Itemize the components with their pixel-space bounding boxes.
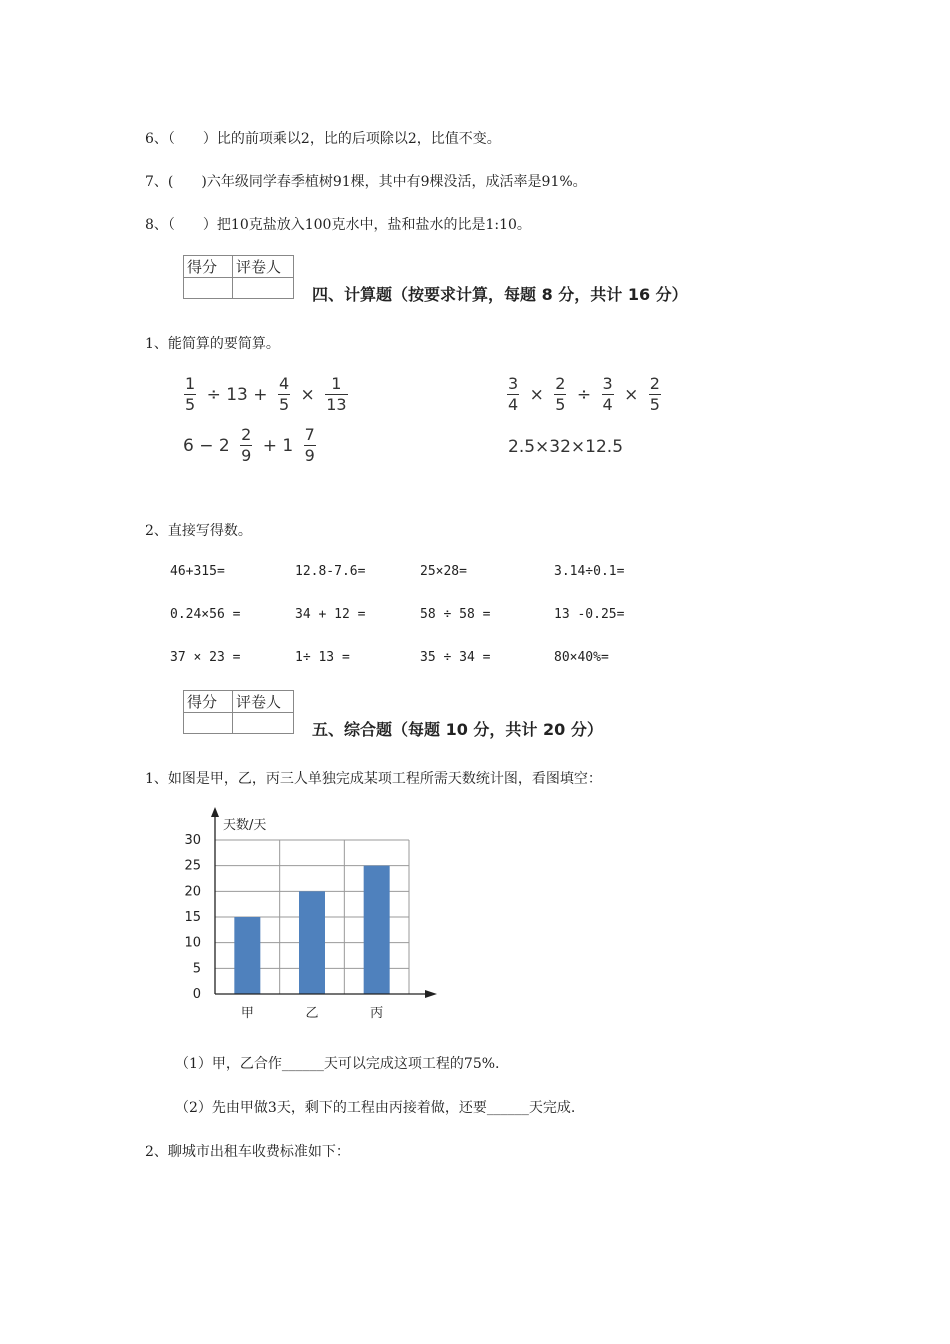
- bar-甲: [234, 917, 260, 994]
- section4-q2: 2、直接写得数。: [145, 523, 252, 539]
- expression-3: 6 − 2 $\frac{2}{9}$ + 1 $\frac{7}{9}$: [183, 425, 315, 465]
- direct-calc-r3c3: 35 ÷ 34 =: [420, 650, 491, 665]
- judge-item-7: 7、( )六年级同学春季植树91棵，其中有9棵没活，成活率是91%。: [145, 174, 587, 190]
- section4-q1: 1、能简算的要简算。: [145, 336, 280, 352]
- section5-q1: 1、如图是甲，乙，丙三人单独完成某项工程所需天数统计图，看图填空：: [145, 771, 602, 787]
- x-axis-arrow-icon: [425, 990, 437, 998]
- y-tick-label: 20: [184, 884, 201, 900]
- judge-item-6: 6、（ ）比的前项乘以2，比的后项除以2，比值不变。: [145, 131, 501, 147]
- grader-label: 评卷人: [233, 691, 294, 713]
- y-tick-label: 15: [184, 910, 201, 925]
- x-category-label: 丙: [370, 1006, 384, 1021]
- grader-label: 评卷人: [233, 256, 294, 278]
- fraction: $\frac{1}{13}$: [326, 374, 347, 414]
- direct-calc-r1c4: 3.14÷0.1=: [554, 564, 625, 579]
- fraction: $\frac{4}{5}$: [278, 374, 290, 414]
- y-tick-label: 0: [192, 987, 201, 1002]
- expression-4: 2.5×32×12.5: [508, 437, 624, 457]
- y-tick-label: 5: [192, 961, 201, 977]
- direct-calc-r2c3: 58 ÷ 58 =: [420, 607, 491, 622]
- bar-chart: [175, 805, 445, 1025]
- direct-calc-r3c2: 1÷ 13 =: [295, 650, 350, 665]
- section5-q2: 2、聊城市出租车收费标准如下：: [145, 1144, 350, 1160]
- direct-calc-r2c4: 13 -0.25=: [554, 607, 625, 622]
- y-tick-label: 10: [184, 935, 201, 951]
- direct-calc-r1c3: 25×28=: [420, 564, 467, 579]
- section5-sub2: （2）先由甲做3天，剩下的工程由丙接着做，还要______天完成.: [175, 1100, 576, 1116]
- score-table: [183, 690, 294, 734]
- direct-calc-r2c2: 34 + 12 =: [295, 607, 366, 622]
- direct-calc-r2c1: 0.24×56 =: [170, 607, 241, 622]
- score-table: [183, 255, 294, 299]
- x-category-label: 乙: [305, 1006, 319, 1021]
- fraction: $\frac{1}{5}$: [185, 374, 196, 414]
- expression-2: $\frac{3}{4}$ × $\frac{2}{5}$ ÷ $\frac{3}{4}$ × $\frac{2}{5}$: [508, 374, 660, 414]
- y-axis-label: 天数/天: [223, 818, 267, 833]
- bar-丙: [364, 866, 390, 994]
- y-axis-arrow-icon: [211, 807, 219, 817]
- grader-cell[interactable]: [233, 278, 294, 299]
- y-tick-label: 25: [184, 858, 201, 874]
- direct-calc-r1c2: 12.8-7.6=: [295, 564, 366, 579]
- section5-title: 五、综合题（每题 10 分，共计 20 分）: [312, 720, 603, 739]
- score-cell[interactable]: [184, 278, 233, 299]
- direct-calc-r3c1: 37 × 23 =: [170, 650, 241, 665]
- judge-item-8: 8、（ ）把10克盐放入100克水中，盐和盐水的比是1:10。: [145, 217, 531, 233]
- x-category-label: 甲: [240, 1006, 254, 1021]
- direct-calc-r1c1: 46+315=: [170, 564, 225, 579]
- direct-calc-r3c4: 80×40%=: [554, 650, 609, 665]
- score-label: 得分: [184, 691, 233, 713]
- score-label: 得分: [184, 256, 233, 278]
- y-tick-label: 30: [184, 833, 201, 848]
- section5-sub1: （1）甲，乙合作______天可以完成这项工程的75%.: [175, 1056, 500, 1072]
- bar-乙: [299, 891, 325, 994]
- expression-1: $\frac{1}{5}$ ÷ 13 + $\frac{4}{5}$ × $\frac{1}{13}$: [185, 374, 347, 414]
- section4-title: 四、计算题（按要求计算，每题 8 分，共计 16 分）: [312, 285, 688, 304]
- grader-cell[interactable]: [233, 713, 294, 734]
- score-cell[interactable]: [184, 713, 233, 734]
